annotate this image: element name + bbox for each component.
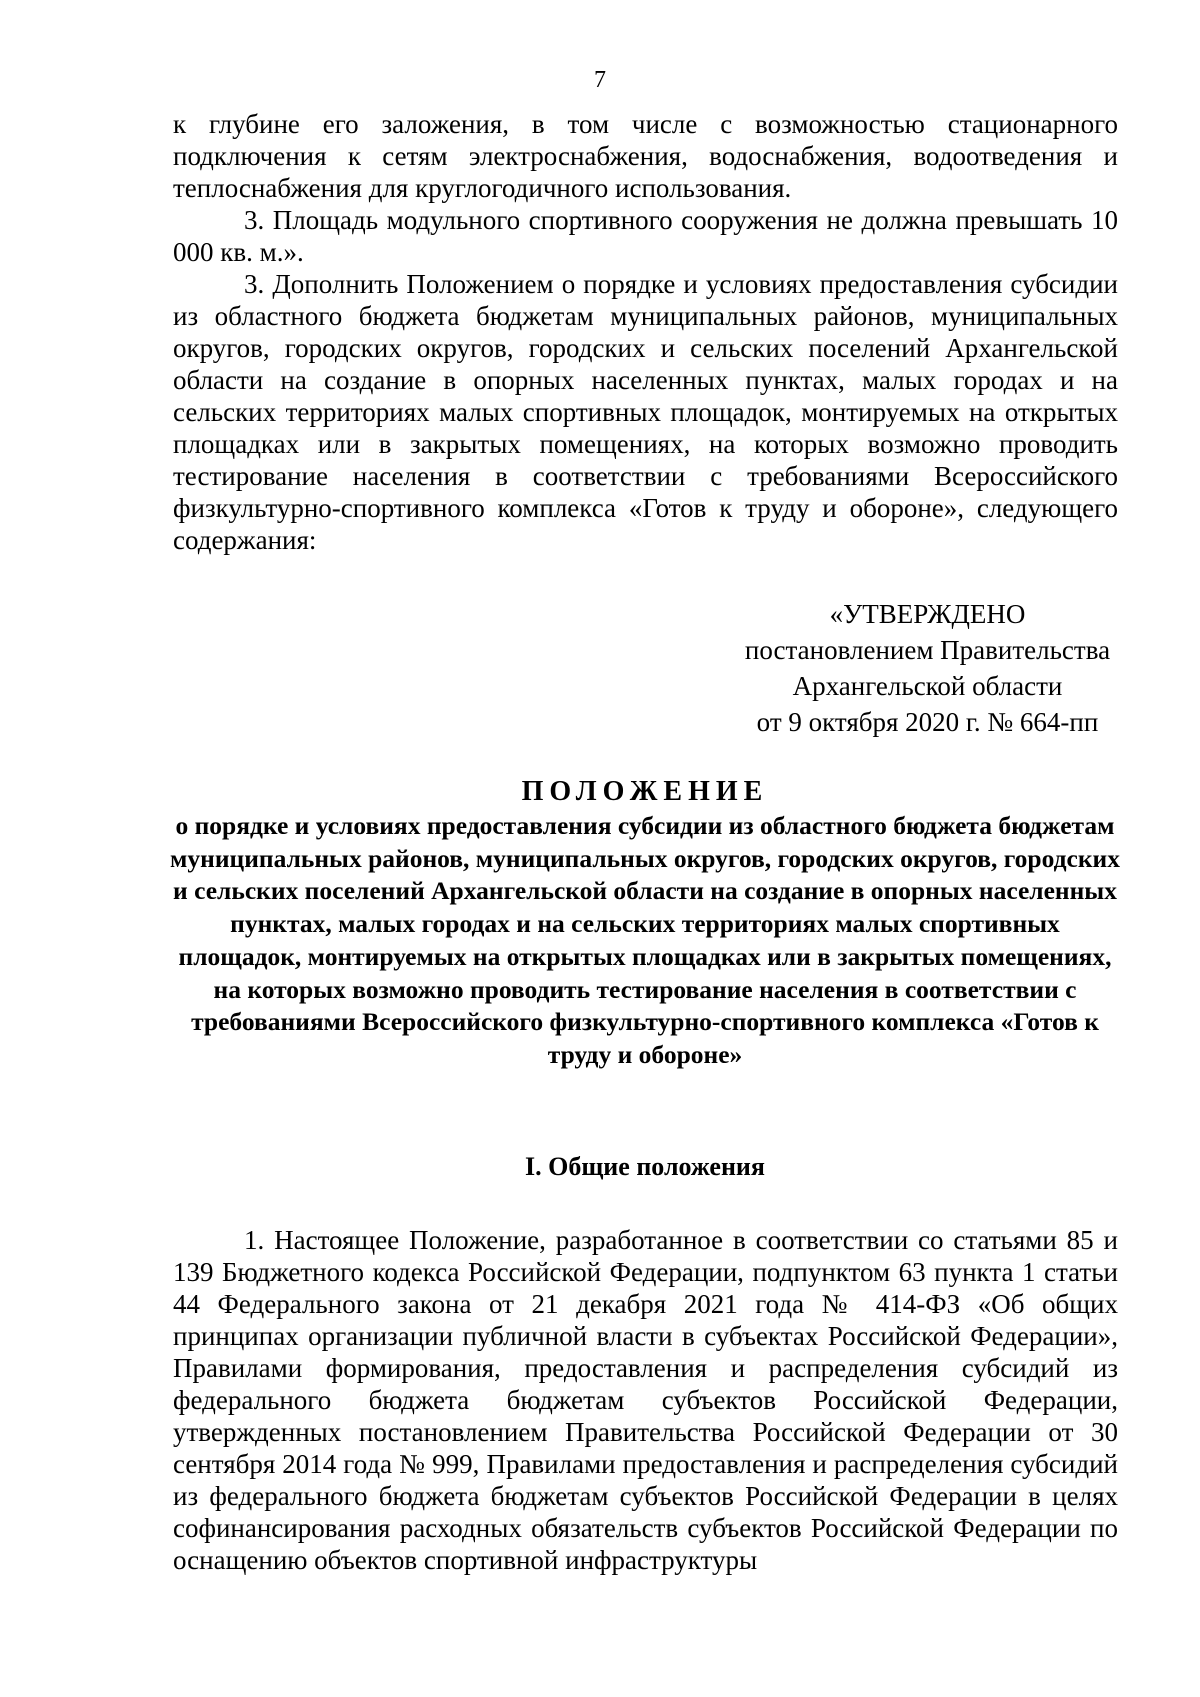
document-heading xyxy=(170,774,1120,1072)
page-number: 7 xyxy=(594,67,606,93)
section-body xyxy=(173,1224,1118,1576)
approval-line-2: постановлением Правительства xyxy=(744,635,1111,665)
intro-paragraph-3: 3. Дополнить Положением о порядке и условиях предоставления субсидии из областного бюджета бюджетам муниципальных районов, муниципальных округов, городских округов, городских и сельских поселений Архангельской области на создание в опорных населенных пунктах, малых городах и на сельских территориях малых спортивных площадок, монтируемых на открытых площадках или в закрытых помещениях, на которых возможно проводить тестирование населения в соответствии с требованиями Всероссийского физкультурно-спортивного комплекса «Готов к труду и обороне», следующего содержания: xyxy=(173,269,1118,555)
document-subtitle: о порядке и условиях предоставления субсидии из областного бюджета бюджетам муниципальных районов, муниципальных округов, городских округов, городских и сельских поселений Архангельской области на создание в опорных населенных пунктах, малых городах и на сельских территориях малых спортивных площадок, монтируемых на открытых площадках или в закрытых помещениях, на которых возможно проводить тестирование населения в соответствии с требованиями Всероссийского физкультурно-спортивного комплекса «Готов к труду и обороне» xyxy=(170,811,1120,1069)
approval-line-4: от 9 октября 2020 г. № 664-пп xyxy=(756,707,1099,737)
section-title: I. Общие положения xyxy=(525,1152,765,1181)
approval-stamp xyxy=(730,596,1125,740)
intro-paragraph-2: 3. Площадь модульного спортивного сооружения не должна превышать 10 000 кв. м.». xyxy=(173,205,1118,267)
intro-paragraph-1: к глубине его заложения, в том числе с возможностью стационарного подключения к сетям электроснабжения, водоснабжения, водоотведения и теплоснабжения для круглогодичного использования. xyxy=(173,109,1118,203)
section-paragraph-1: 1. Настоящее Положение, разработанное в соответствии со статьями 85 и 139 Бюджетного кодекса Российской Федерации, подпунктом 63 пункта 1 статьи 44 Федерального закона от 21 декабря 2021 года № 414-ФЗ «Об общих принципах организации публичной власти в субъектах Российской Федерации», Правилами формирования, предоставления и распределения субсидий из федерального бюджета бюджетам субъектов Российской Федерации, утвержденных постановлением Правительства Российской Федерации от 30 сентября 2014 года № 999, Правилами предоставления и распределения субсидий из федерального бюджета бюджетам субъектов Российской Федерации в целях софинансирования расходных обязательств субъектов Российской Федерации по оснащению объектов спортивной инфраструктуры xyxy=(173,1225,1118,1575)
intro-text xyxy=(173,108,1118,556)
approval-line-1: «УТВЕРЖДЕНО xyxy=(829,599,1026,629)
approval-line-3: Архангельской области xyxy=(792,671,1063,701)
document-title: ПОЛОЖЕНИЕ xyxy=(521,776,769,807)
